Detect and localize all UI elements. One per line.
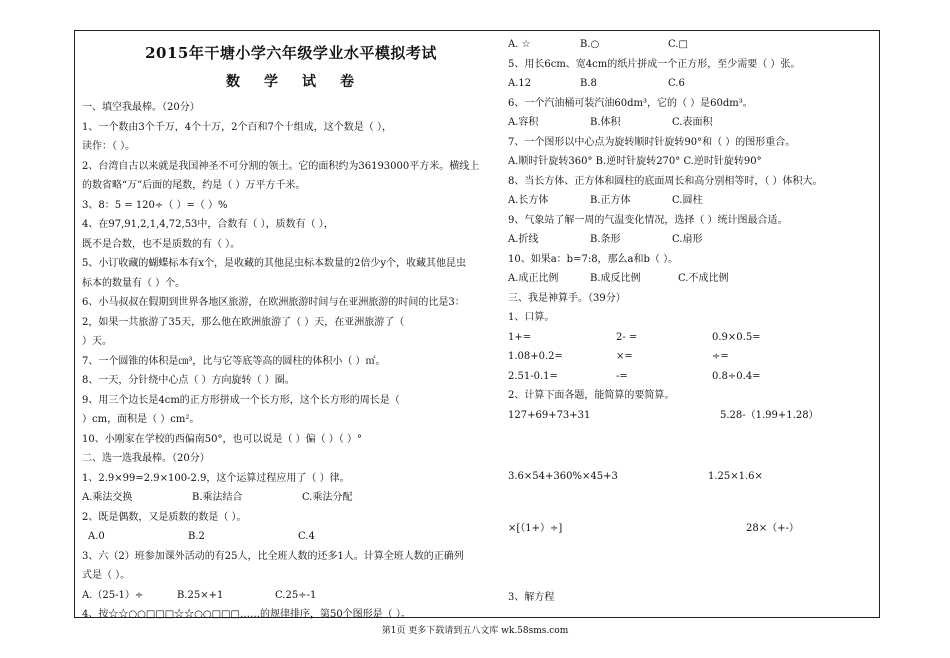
question-2-line-2: 的数省略“万”后面的尾数，约是（ ）万平方千米。 <box>82 180 306 191</box>
option: C.扇形 <box>672 234 703 245</box>
oral-calc-row <box>508 370 876 383</box>
choice-3-options <box>82 589 500 602</box>
question-2-line-1: 2、台湾自古以来就是我国神圣不可分割的领土。它的面积约为36193000平方米。横线上 <box>82 160 480 172</box>
question-8: 8、一天，分针绕中心点（ ）方向旋转（ ）圈。 <box>82 375 295 386</box>
work-space <box>508 490 876 522</box>
page-footer: 第1页 更多下载请到五八文库 wk.58sms.com <box>381 626 569 636</box>
choice-8: 8、当长方体、正方体和圆柱的底面周长和高分别相等时，（ ）体积大。 <box>508 175 823 187</box>
question-6-line-1: 6、小马叔叔在假期到世界各地区旅游，在欧洲旅游时间与在亚洲旅游的时间的比是3： <box>82 297 465 308</box>
choice-5-options <box>508 77 876 90</box>
oral-item: -= <box>616 370 628 382</box>
oral-item: 1+= <box>508 331 532 343</box>
compute-problem: 1.25×1.6× <box>708 471 763 482</box>
option: A.容积 <box>508 117 539 128</box>
option: A.0 <box>88 531 105 542</box>
work-space <box>508 541 876 591</box>
choice-8-options <box>508 194 876 207</box>
section-choice-heading: 二、选一选我最棒。（20分） <box>82 453 210 464</box>
option: A.乘法交换 <box>82 492 133 503</box>
question-7: 7、一个圆锥的体积是㎝³，比与它等底等高的圆柱的体积小（ ）㎡。 <box>82 355 386 367</box>
option: C.□ <box>668 39 688 50</box>
compute-problem: 3.6×54+360%×45+3 <box>508 471 618 482</box>
choice-9: 9、气象站了解一周的气温变化情况，选择（ ）统计图最合适。 <box>508 214 788 226</box>
option: B.乘法结合 <box>192 492 243 503</box>
question-3: 3、8：5 = 120÷（ ）=（ ）% <box>82 199 228 211</box>
choice-7: 7、一个图形以中心点为旋转顺时针旋转90°和（ ）的图形重合。 <box>508 136 796 148</box>
equation-heading: 3、解方程 <box>508 592 555 603</box>
oral-item: 2- = <box>616 331 638 343</box>
question-5-line-2: 标本的数量有（ ）个。 <box>82 277 186 289</box>
compute-heading: 2、计算下面各题，能简算的要简算。 <box>508 390 675 401</box>
compute-problem: 5.28-（1.99+1.28） <box>720 409 819 421</box>
option: B.正方体 <box>590 195 631 206</box>
option: B.8 <box>580 78 597 89</box>
compute-row-3 <box>508 522 876 535</box>
option: B.条形 <box>590 234 621 245</box>
option: C.乘法分配 <box>302 492 353 503</box>
work-space <box>508 428 876 470</box>
option: C.4 <box>298 531 315 542</box>
choice-9-options <box>508 233 876 246</box>
oral-item: ×= <box>616 351 633 362</box>
exam-subtitle: 数学试卷 <box>226 74 378 90</box>
question-4-line-1: 4、在97,91,2,1,4,72,53中，合数有（ ），质数有（ ）， <box>82 219 334 230</box>
option: C.25÷-1 <box>275 589 317 601</box>
choice-1: 1、2.9×99=2.9×100-2.9，这个运算过程应用了（ ）律。 <box>82 472 350 484</box>
option: C.表面积 <box>672 117 713 128</box>
choice-5: 5、用长6cm、宽4cm的纸片拼成一个正方形，至少需要（ ）张。 <box>508 58 801 70</box>
option: B.成反比例 <box>590 273 641 284</box>
oral-item: 2.51-0.1= <box>508 370 558 382</box>
compute-problem: 28×（+-） <box>746 522 799 534</box>
option: A.长方体 <box>508 195 549 206</box>
choice-7-options: A.顺时针旋转360° B.逆时针旋转270° C.逆时针旋转90° <box>508 156 762 167</box>
option: B.25×+1 <box>177 589 224 601</box>
option: C.圆柱 <box>672 195 703 206</box>
choice-2: 2、既是偶数，又是质数的数是（ ）。 <box>82 511 247 523</box>
question-9-line-1: 9、用三个边长是4cm的正方形拼成一个长方形，这个长方形的周长是（ <box>82 394 400 406</box>
option: A.12 <box>508 78 532 89</box>
compute-problem: ×[（1+）÷] <box>508 522 563 534</box>
oral-item: ÷= <box>712 351 729 362</box>
option: C.不成比例 <box>678 273 729 284</box>
compute-row-1 <box>508 409 876 422</box>
option: B.○ <box>580 39 600 50</box>
choice-10-options <box>508 272 876 285</box>
oral-item: 0.9×0.5= <box>712 331 761 343</box>
oral-calc-heading: 1、口算。 <box>508 312 555 323</box>
question-5-line-1: 5、小订收藏的蝴蝶标本有x个，是收藏的其他昆虫标本数量的2倍少y个，收藏其他昆虫 <box>82 258 467 269</box>
question-9-line-2: ）cm，面积是（ ）cm²。 <box>82 414 200 425</box>
choice-4: 4、按☆☆○○□□□☆☆○○□□□……的规律排序，第50个图形是（ ）。 <box>82 609 411 620</box>
choice-1-options <box>82 491 500 504</box>
left-column <box>82 30 500 628</box>
question-6-line-2: 2，如果一共旅游了35天，那么他在欧洲旅游了（ ）天，在亚洲旅游了（ <box>82 316 405 328</box>
question-6-line-3: ）天。 <box>82 336 112 347</box>
option: A.（25-1）÷ <box>82 589 144 601</box>
oral-item: 0.8÷0.4= <box>712 370 761 382</box>
section-calc-heading: 三、我是神算手。（39分） <box>508 292 626 304</box>
option: B.体积 <box>590 117 621 128</box>
choice-6-options <box>508 116 876 129</box>
option: A.折线 <box>508 234 539 245</box>
choice-3-line-2: 式是（ ）。 <box>82 570 131 581</box>
right-column <box>508 30 876 611</box>
oral-item: 1.08+0.2= <box>508 351 563 362</box>
choice-3-line-1: 3、六（2）班参加课外活动的有25人，比全班人数的还多1人。计算全班人数的正确列 <box>82 550 464 562</box>
question-1-line-2: 读作：（ ）。 <box>82 141 136 152</box>
oral-calc-row <box>508 331 876 344</box>
choice-4-options <box>508 38 876 51</box>
option: C.6 <box>668 78 685 89</box>
oral-calc-row <box>508 350 876 363</box>
option: B.2 <box>188 531 205 542</box>
choice-10: 10、如果a：b=7:8，那么a和b（ ）。 <box>508 253 679 265</box>
section-fill-in-heading: 一、填空我最棒。（20分） <box>82 102 200 113</box>
option: A.成正比例 <box>508 273 559 284</box>
exam-title: 2015年干塘小学六年级学业水平模拟考试 <box>145 44 437 62</box>
choice-6: 6、一个汽油桶可装汽油60dm³，它的（ ）是60dm³。 <box>508 97 753 109</box>
question-4-line-2: 既不是合数，也不是质数的有（ ）。 <box>82 238 241 250</box>
choice-2-options <box>82 530 500 543</box>
compute-problem: 127+69+73+31 <box>508 409 591 421</box>
option: A. ☆ <box>508 39 531 50</box>
question-1-line-1: 1、一个数由3个千万，4个十万，2个百和7个十组成，这个数是（ ）， <box>82 121 392 133</box>
question-10: 10、小刚家在学校的西偏南50°，也可以说是（ ）偏（ ）（ ）° <box>82 433 362 445</box>
compute-row-2 <box>508 470 876 483</box>
